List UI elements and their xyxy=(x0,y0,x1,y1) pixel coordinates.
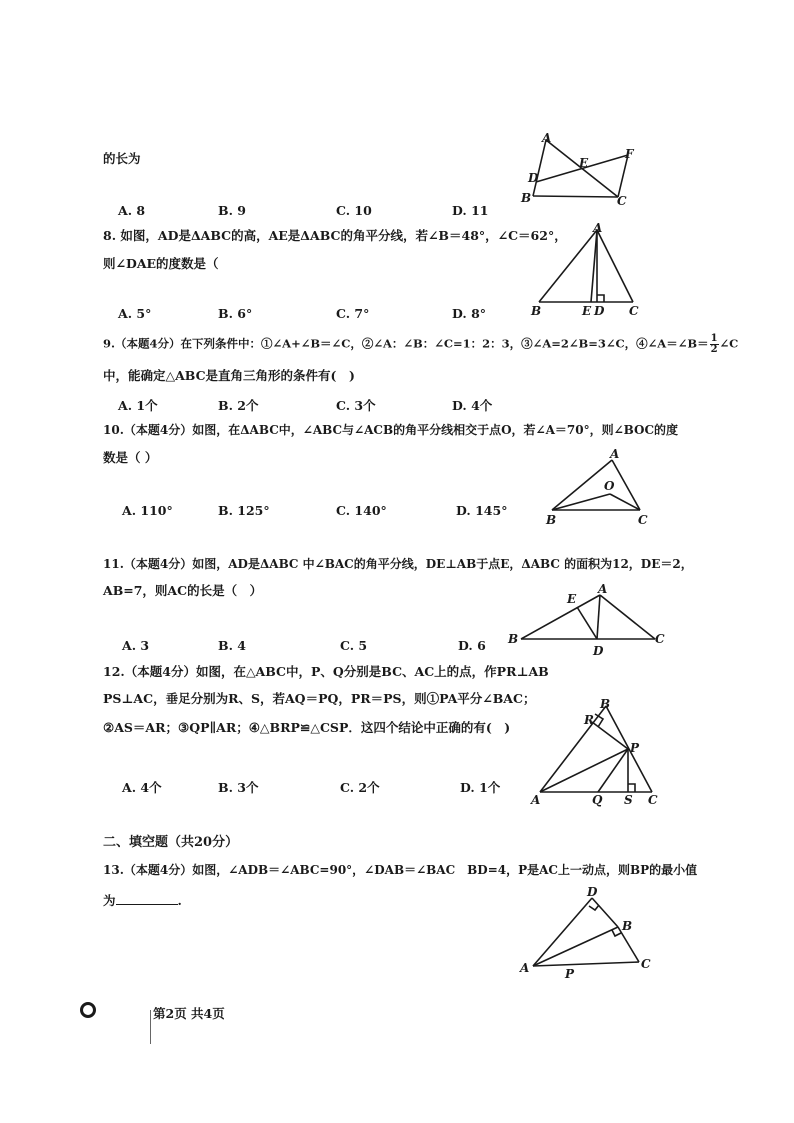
q12-line2: PS⊥AC，垂足分别为R、S，若AQ＝PQ，PR＝PS，则①PA平分∠BAC； xyxy=(103,691,536,706)
q8-option-c: C. 7° xyxy=(336,306,370,321)
q11-option-a: A. 3 xyxy=(122,638,150,653)
q9-line1 xyxy=(103,334,738,355)
q13-label-c: C xyxy=(641,957,651,971)
q10-label-o: O xyxy=(604,479,615,493)
q7-option-c: C. 10 xyxy=(336,203,372,218)
q13-line2 xyxy=(103,892,182,909)
q12-label-b: B xyxy=(600,697,611,711)
q13-line2-post: . xyxy=(177,893,182,908)
q9-option-d: D. 4个 xyxy=(452,398,493,413)
q11-label-b: B xyxy=(508,632,519,646)
binding-hole-icon xyxy=(80,1002,96,1018)
q13-line1: 13.（本题4分）如图，∠ADB＝∠ABC=90°，∠DAB＝∠BAC BD=4，P是AC上一动点，则BP的最小值 xyxy=(103,863,698,877)
q8-label-d: D xyxy=(594,304,605,318)
q7-label-e: E xyxy=(579,156,589,170)
q12-label-a: A xyxy=(531,793,541,807)
q12-line1: 12.（本题4分）如图，在△ABC中，P、Q分别是BC、AC上的点，作PR⊥AB xyxy=(103,664,549,679)
q9-frac-den: 2 xyxy=(710,344,718,355)
q8-line1: 8. 如图，AD是ΔABC的高，AE是ΔABC的角平分线，若∠B＝48°，∠C＝62°， xyxy=(103,228,567,243)
q10-label-b: B xyxy=(546,513,557,527)
q10-figure xyxy=(540,448,660,528)
q11-line2: AB=7，则AC的长是（ ） xyxy=(103,583,263,598)
q7-label-a: A xyxy=(542,131,552,145)
q7-figure xyxy=(518,130,648,210)
q13-label-a: A xyxy=(520,961,530,975)
q9-fraction xyxy=(710,334,719,355)
q13-line2-pre: 为 xyxy=(103,893,116,908)
q9-option-c: C. 3个 xyxy=(336,398,376,413)
margin-line xyxy=(150,1010,151,1044)
q10-option-c: C. 140° xyxy=(336,503,387,518)
q10-option-d: D. 145° xyxy=(456,503,508,518)
q9-option-b: B. 2个 xyxy=(218,398,259,413)
q9-frac-num: 1 xyxy=(710,333,718,344)
section2-heading: 二、填空题（共20分） xyxy=(103,835,239,850)
q7-stem-tail: 的长为 xyxy=(103,151,141,166)
q12-option-c: C. 2个 xyxy=(340,780,380,795)
q7-label-d: D xyxy=(528,171,539,185)
q12-line3: ②AS＝AR；③QP∥AR；④△BRP≌△CSP．这四个结论中正确的有( ) xyxy=(103,720,511,735)
q10-label-a: A xyxy=(610,447,620,461)
q8-label-c: C xyxy=(629,304,639,318)
q13-label-d: D xyxy=(587,885,598,899)
q11-line1: 11.（本题4分）如图，AD是ΔABC 中∠BAC的角平分线，DE⊥AB于点E，ΔABC 的面积为12，DE＝2， xyxy=(103,557,693,571)
q10-option-b: B. 125° xyxy=(218,503,270,518)
q11-figure xyxy=(505,582,670,660)
q11-option-d: D. 6 xyxy=(458,638,486,653)
q8-option-d: D. 8° xyxy=(452,306,487,321)
q7-option-d: D. 11 xyxy=(452,203,489,218)
q11-option-b: B. 4 xyxy=(218,638,246,653)
q12-option-b: B. 3个 xyxy=(218,780,259,795)
q8-option-a: A. 5° xyxy=(118,306,152,321)
q8-option-b: B. 6° xyxy=(218,306,253,321)
q12-label-p: P xyxy=(630,741,640,755)
q9-option-a: A. 1个 xyxy=(118,398,158,413)
q13-label-b: B xyxy=(622,919,633,933)
q10-option-a: A. 110° xyxy=(122,503,173,518)
q7-label-f: F xyxy=(625,147,634,161)
q13-figure xyxy=(515,882,665,982)
q8-label-b: B xyxy=(531,304,542,318)
q8-label-e: E xyxy=(582,304,592,318)
q10-line2: 数是（ ） xyxy=(103,450,158,465)
q12-label-c: C xyxy=(648,793,658,807)
q12-figure xyxy=(528,696,668,811)
q11-label-c: C xyxy=(655,632,665,646)
q12-label-s: S xyxy=(624,793,633,807)
q12-label-q: Q xyxy=(592,793,603,807)
page-number: 第2页 共4页 xyxy=(153,1006,225,1021)
q7-label-b: B xyxy=(521,191,532,205)
q11-label-e: E xyxy=(567,592,577,606)
q12-option-d: D. 1个 xyxy=(460,780,501,795)
q7-label-c: C xyxy=(617,194,627,208)
q8-label-a: A xyxy=(593,221,603,235)
q9-line1-pre: 9.（本题4分）在下列条件中：①∠A+∠B＝∠C，②∠A：∠B：∠C=1：2：3，③∠A=2∠B=3∠C，④∠A＝∠B＝ xyxy=(103,336,709,351)
q10-line1: 10.（本题4分）如图，在ΔABC中，∠ABC与∠ACB的角平分线相交于点O，若∠A＝70°，则∠BOC的度 xyxy=(103,423,679,437)
q9-line1-post: ∠C xyxy=(719,336,739,351)
q9-line2: 中，能确定△ABC是直角三角形的条件有( ) xyxy=(103,368,355,383)
q8-line2: 则∠DAE的度数是（ xyxy=(103,256,219,271)
q12-option-a: A. 4个 xyxy=(122,780,162,795)
q10-label-c: C xyxy=(638,513,648,527)
q11-label-d: D xyxy=(593,644,604,658)
q12-label-r: R xyxy=(584,713,594,727)
q11-option-c: C. 5 xyxy=(340,638,368,653)
q7-option-a: A. 8 xyxy=(118,203,146,218)
q11-label-a: A xyxy=(598,582,608,596)
q7-option-b: B. 9 xyxy=(218,203,246,218)
q13-label-p: P xyxy=(565,967,575,981)
q8-figure xyxy=(525,220,645,320)
q13-answer-blank[interactable] xyxy=(116,892,178,905)
